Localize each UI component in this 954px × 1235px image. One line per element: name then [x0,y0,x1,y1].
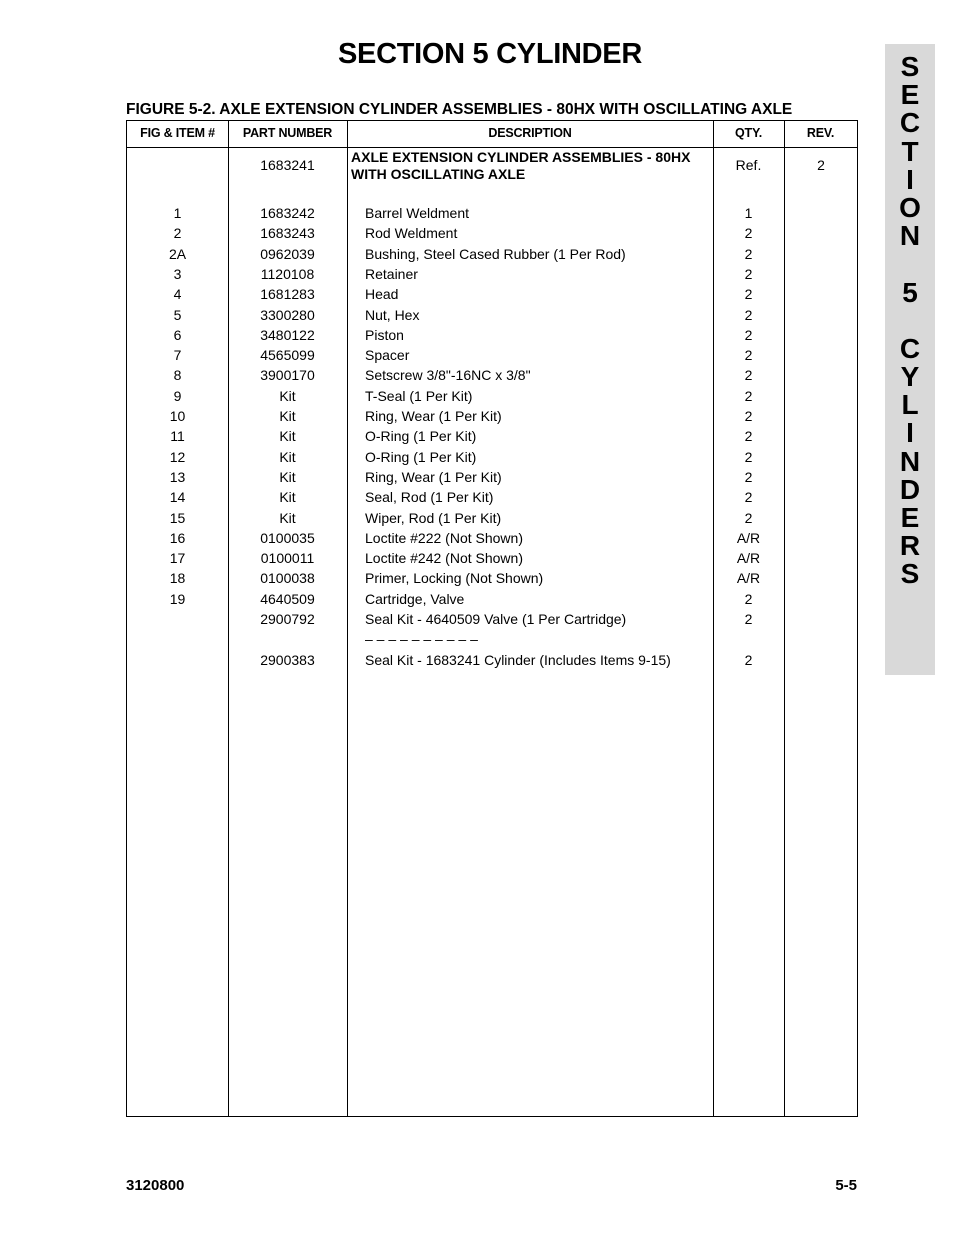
side-tab-letter: L [901,389,919,421]
part-number-cell: Kit [279,448,296,465]
part-number-cell: 1683243 [260,225,315,242]
part-number-cell: 4565099 [260,347,315,364]
qty-cell: 1 [744,205,753,221]
fig-item-cell: 5 [173,306,182,323]
side-tab-text [885,53,935,589]
qty-cell: 2 [744,286,753,303]
part-number-cell: Kit [279,489,296,506]
description-cell: Primer, Locking (Not Shown) [365,570,544,587]
table-row [127,325,857,345]
part-number-cell: 1683242 [260,205,315,221]
part-number-cell: 3480122 [260,326,315,343]
description-cell: Loctite #222 (Not Shown) [365,529,523,546]
qty-cell: 2 [744,509,753,526]
description-cell: Seal Kit - 4640509 Valve (1 Per Cartridge) [365,611,627,627]
qty-cell: 2 [744,387,753,404]
assembly-rev: 2 [817,157,825,173]
side-tab-letter: Y [900,361,920,393]
description-cell: Rod Weldment [365,225,458,242]
description-cell: Bushing, Steel Cased Rubber (1 Per Rod) [365,245,626,262]
description-cell: Seal Kit - 1683241 Cylinder (Includes Items 9-15) [365,651,671,668]
part-number-cell: Kit [279,428,296,445]
fig-item-cell: 6 [173,326,182,343]
assembly-row [127,148,857,188]
qty-cell: 2 [744,611,753,627]
fig-item-cell: 9 [173,387,182,404]
part-number-cell: 0100011 [260,550,315,567]
fig-item-cell: 1 [173,205,182,221]
part-number-cell: 0100035 [260,529,315,546]
fig-item-cell: 3 [173,265,182,282]
description-cell: Seal, Rod (1 Per Kit) [365,489,494,506]
qty-cell: A/R [736,570,761,587]
description-cell: O-Ring (1 Per Kit) [365,448,477,465]
table-row [127,223,857,243]
table-row [127,305,857,325]
table-row [127,629,857,649]
part-number-cell: Kit [279,468,296,485]
qty-cell: A/R [736,550,761,567]
table-row [127,487,857,507]
table-row [127,467,857,487]
qty-cell: 2 [744,590,753,607]
table-row [127,508,857,528]
fig-item-cell: 4 [173,286,182,303]
header-fig-item: FIG & ITEM # [140,126,215,140]
description-cell: Ring, Wear (1 Per Kit) [365,408,502,424]
description-cell: Retainer [365,265,418,282]
fig-item-cell: 12 [169,448,186,465]
qty-cell: 2 [744,326,753,343]
assembly-qty: Ref. [735,157,762,173]
fig-item-cell: 7 [173,347,182,364]
side-tab-letter: I [906,163,914,195]
side-tab-letter: E [900,502,920,533]
assembly-part-number: 1683241 [260,157,315,173]
side-tab-letter [885,307,935,335]
assembly-description: AXLE EXTENSION CYLINDER ASSEMBLIES - 80HX WITH OSCILLATING AXLE [351,149,691,182]
fig-item-cell: 2A [168,245,187,262]
table-row [127,386,857,406]
qty-cell: 2 [744,367,753,384]
qty-cell: 2 [744,468,753,485]
fig-item-cell: 15 [169,509,186,526]
part-number-cell: 4640509 [260,590,315,607]
part-number-cell: 1681283 [260,286,315,303]
fig-item-cell: 14 [169,489,186,506]
fig-item-cell: 2 [173,225,182,242]
header-qty: QTY. [735,126,762,140]
qty-cell: 2 [744,408,753,424]
description-cell: Wiper, Rod (1 Per Kit) [365,509,502,526]
document-number: 3120800 [126,1177,185,1194]
table-row [127,264,857,284]
part-number-cell: 2900792 [260,611,315,627]
table-row [127,406,857,426]
side-tab-letter: O [899,191,921,223]
qty-cell: A/R [736,529,761,546]
side-tab-letter: N [899,445,921,477]
fig-item-cell: 17 [169,550,186,567]
page-title: SECTION 5 CYLINDER [338,38,642,70]
description-cell: Head [365,286,399,303]
side-tab-letter: S [900,51,920,82]
fig-item-cell: 19 [169,590,186,607]
qty-cell: 2 [744,306,753,323]
part-number-cell: Kit [279,509,296,526]
table-row [127,589,857,609]
qty-cell: 2 [744,489,753,506]
parts-table [126,120,858,1117]
qty-cell: 2 [744,245,753,262]
table-row [127,528,857,548]
description-cell: Ring, Wear (1 Per Kit) [365,468,502,485]
description-cell: Setscrew 3/8"-16NC x 3/8" [365,367,531,384]
header-part-number: PART NUMBER [242,126,333,140]
fig-item-cell: 10 [169,408,186,424]
part-number-cell: 3300280 [260,306,315,323]
part-number-cell: 0962039 [260,245,315,262]
table-row [127,365,857,385]
side-tab-letter [885,250,935,278]
fig-item-cell: 8 [173,367,182,384]
table-row [127,244,857,264]
description-cell: Nut, Hex [365,306,420,323]
header-description: DESCRIPTION [488,126,572,140]
header-rev: REV. [806,126,835,140]
side-tab-letter: I [906,417,914,449]
qty-cell: 2 [744,225,753,242]
qty-cell: 2 [744,428,753,445]
table-row [127,345,857,365]
table-row [127,609,857,629]
fig-item-cell: 13 [169,468,186,485]
description-cell: O-Ring (1 Per Kit) [365,428,477,445]
side-tab-letter: 5 [902,276,918,308]
part-number-cell: 0100038 [260,570,315,587]
table-row [127,568,857,588]
figure-caption: FIGURE 5-2. AXLE EXTENSION CYLINDER ASSEMBLIES - 80HX WITH OSCILLATING AXLE [126,101,793,118]
part-number-cell: Kit [279,408,296,424]
description-cell: Barrel Weldment [365,205,470,221]
fig-item-cell: 11 [170,428,185,445]
description-cell: Cartridge, Valve [365,590,465,607]
part-number-cell: 3900170 [260,367,315,384]
table-row [127,426,857,446]
side-tab-letter: R [899,530,921,562]
side-tab-letter: C [899,332,921,364]
page-number: 5-5 [835,1177,857,1194]
description-cell: Piston [365,326,404,343]
description-cell: T-Seal (1 Per Kit) [365,387,473,404]
table-row [127,203,857,223]
table-row [127,650,857,670]
table-row [127,447,857,467]
fig-item-cell: 18 [169,570,186,587]
description-cell: – – – – – – – – – – [365,631,478,648]
side-tab-letter: D [899,473,921,505]
side-tab-letter: N [899,220,921,252]
qty-cell: 2 [744,448,753,465]
side-tab-letter: C [899,107,921,139]
part-number-cell: 1120108 [260,265,315,282]
part-number-cell: Kit [279,387,296,404]
side-tab-letter: S [900,558,920,590]
section-side-tab [885,44,935,675]
part-number-cell: 2900383 [260,651,315,668]
side-tab-letter: E [900,79,920,111]
fig-item-cell: 16 [169,529,186,546]
qty-cell: 2 [744,347,753,364]
qty-cell: 2 [744,651,753,668]
qty-cell: 2 [744,265,753,282]
table-row [127,284,857,304]
description-cell: Spacer [365,347,410,364]
description-cell: Loctite #242 (Not Shown) [365,550,523,567]
side-tab-letter: T [901,135,919,167]
table-row [127,548,857,568]
